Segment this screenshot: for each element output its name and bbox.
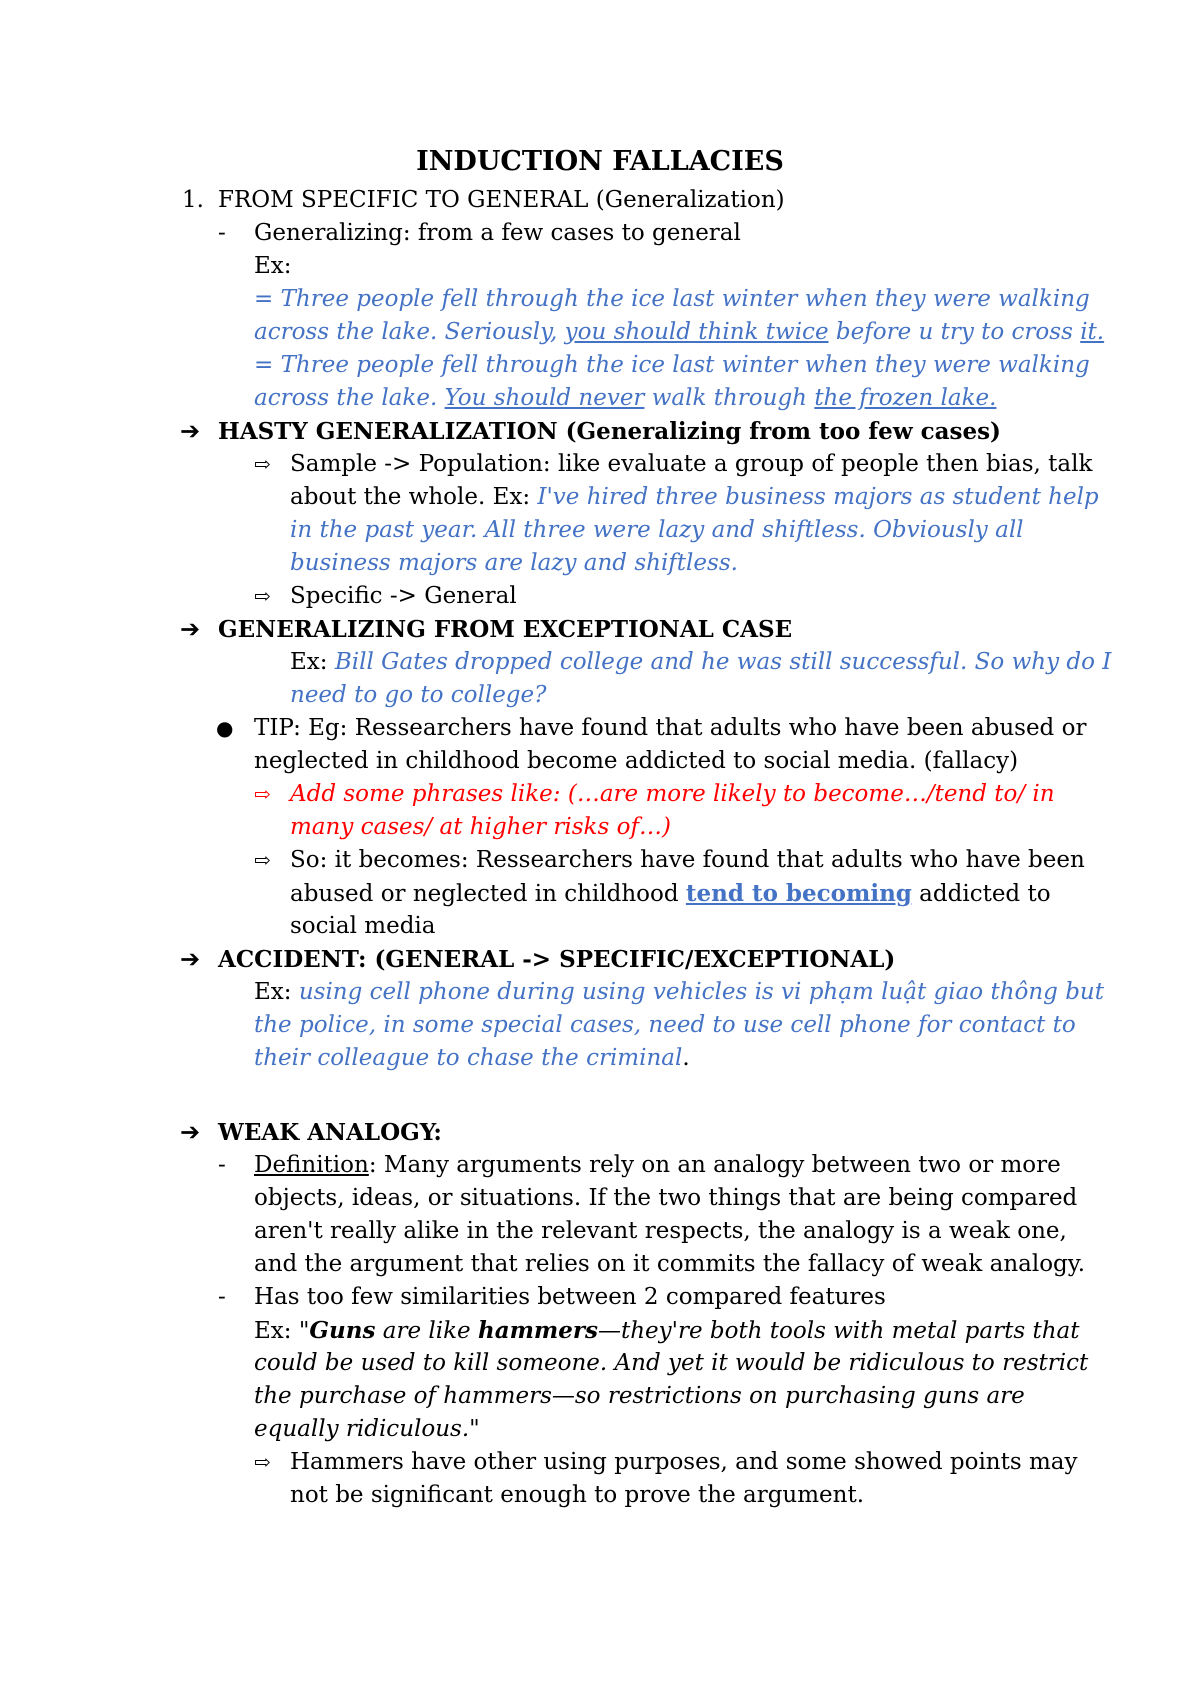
example-text: Ex: "Guns are like hammers—they're both tools with metal parts that — [254, 1317, 1080, 1344]
list-item: neglected in childhood become addicted to social media. (fallacy) — [254, 748, 1019, 774]
section-heading: ACCIDENT: (GENERAL -> SPECIFIC/EXCEPTIONAL) — [218, 946, 896, 973]
bold-arrow-icon: ➔ — [180, 417, 201, 445]
example-text: the purchase of hammers—so restrictions on purchasing guns are — [254, 1383, 1025, 1409]
list-item: Has too few similarities between 2 compared features — [254, 1284, 886, 1310]
section-heading: WEAK ANALOGY: — [218, 1119, 442, 1146]
list-item: So: it becomes: Ressearchers have found that adults who have been — [290, 847, 1085, 873]
list-item: social media — [290, 913, 436, 939]
example-text: need to go to college? — [290, 682, 547, 708]
example-text: business majors are lazy and shiftless. — [290, 550, 738, 576]
hollow-arrow-icon: ⇨ — [254, 782, 271, 806]
dash-icon: - — [218, 1152, 226, 1178]
list-item: TIP: Eg: Ressearchers have found that adults who have been abused or — [254, 715, 1087, 741]
section-heading: HASTY GENERALIZATION (Generalizing from too few cases) — [218, 418, 1001, 445]
dash-icon: - — [218, 1284, 226, 1310]
section-heading: FROM SPECIFIC TO GENERAL (Generalization) — [218, 187, 785, 213]
list-item: and the argument that relies on it commits the fallacy of weak analogy. — [254, 1251, 1086, 1277]
tip-text: Add some phrases like: (…are more likely to become…/tend to/ in — [290, 781, 1055, 807]
list-item: Hammers have other using purposes, and some showed points may — [290, 1449, 1078, 1475]
list-item: Definition: Many arguments rely on an analogy between two or more — [254, 1152, 1061, 1178]
list-item: Sample -> Population: like evaluate a group of people then bias, talk — [290, 451, 1093, 477]
example-text: in the past year. All three were lazy and shiftless. Obviously all — [290, 517, 1024, 543]
list-item: Generalizing: from a few cases to general — [254, 220, 741, 246]
bold-arrow-icon: ➔ — [180, 615, 201, 643]
bold-arrow-icon: ➔ — [180, 1118, 201, 1146]
list-item: not be significant enough to prove the argument. — [290, 1482, 865, 1508]
hollow-arrow-icon: ⇨ — [254, 584, 271, 608]
list-item: aren't really alike in the relevant respects, the analogy is a weak one, — [254, 1218, 1067, 1244]
list-item: objects, ideas, or situations. If the two things that are being compared — [254, 1185, 1078, 1211]
example-text: Ex: using cell phone during using vehicles is vi phạm luật giao thông but — [254, 979, 1104, 1005]
hollow-arrow-icon: ⇨ — [254, 1450, 271, 1474]
list-item: about the whole. Ex: I've hired three business majors as student help — [290, 484, 1099, 510]
example-text: across the lake. You should never walk through the frozen lake. — [254, 385, 997, 411]
list-item: Specific -> General — [290, 583, 517, 609]
section-heading: GENERALIZING FROM EXCEPTIONAL CASE — [218, 616, 793, 643]
bold-arrow-icon: ➔ — [180, 945, 201, 973]
hollow-arrow-icon: ⇨ — [254, 848, 271, 872]
example-text: the police, in some special cases, need to use cell phone for contact to — [254, 1012, 1076, 1038]
example-text: across the lake. Seriously, you should think twice before u try to cross it. — [254, 319, 1105, 345]
bullet-icon: ● — [216, 716, 234, 740]
example-label: Ex: — [254, 253, 292, 279]
hollow-arrow-icon: ⇨ — [254, 452, 271, 476]
dash-icon: - — [218, 220, 226, 246]
list-number: 1. — [182, 187, 204, 213]
example-text: = Three people fell through the ice last winter when they were walking — [254, 286, 1090, 312]
page-title: INDUCTION FALLACIES — [416, 146, 784, 177]
example-text: their colleague to chase the criminal. — [254, 1045, 690, 1071]
tip-text: many cases/ at higher risks of…) — [290, 814, 671, 840]
example-text: = Three people fell through the ice last winter when they were walking — [254, 352, 1090, 378]
list-item: abused or neglected in childhood tend to becoming addicted to — [290, 880, 1051, 907]
example-text: equally ridiculous." — [254, 1416, 480, 1442]
example-text: Ex: Bill Gates dropped college and he was still successful. So why do I — [290, 649, 1112, 675]
example-text: could be used to kill someone. And yet it would be ridiculous to restrict — [254, 1350, 1089, 1376]
